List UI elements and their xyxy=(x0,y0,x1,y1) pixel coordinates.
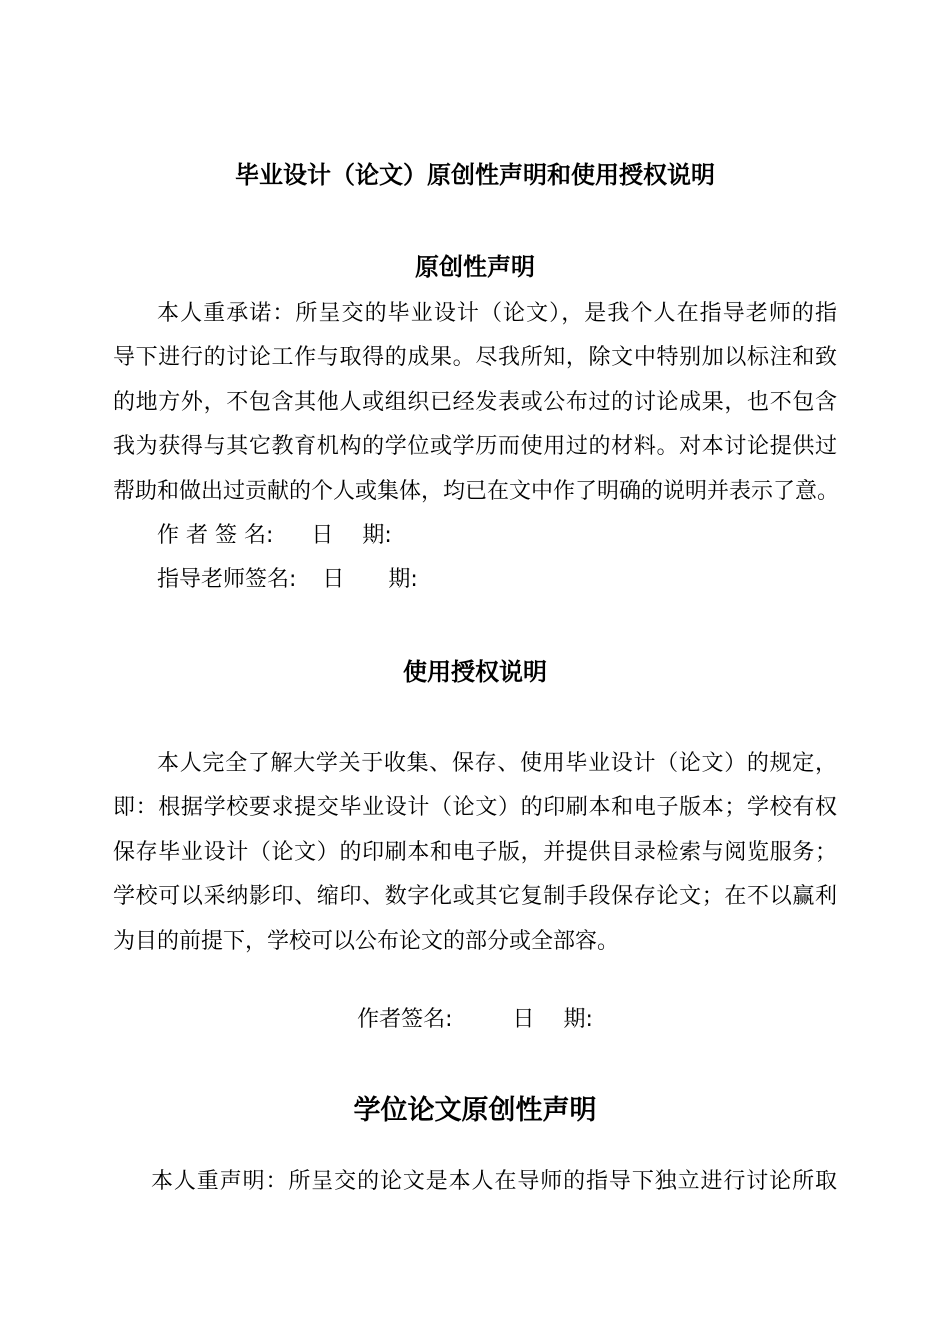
originality-paragraph-line: 我为获得与其它教育机构的学位或学历而使用过的材料。对本讨论提供过 xyxy=(113,434,837,459)
main-title: 毕业设计（论文）原创性声明和使用授权说明 xyxy=(235,161,715,189)
originality-paragraph-line: 帮助和做出过贡献的个人或集体，均已在文中作了明确的说明并表示了意。 xyxy=(113,479,840,504)
authorization-date-label: 日 期: xyxy=(512,1007,593,1032)
authorization-signature-label: 作者签名: xyxy=(357,1007,453,1032)
originality-paragraph-line: 导下进行的讨论工作与取得的成果。尽我所知，除文中特别加以标注和致 xyxy=(113,345,837,370)
authorization-heading: 使用授权说明 xyxy=(403,658,547,686)
thesis-heading: 学位论文原创性声明 xyxy=(353,1095,597,1126)
originality-paragraph-line: 的地方外，不包含其他人或组织已经发表或公布过的讨论成果，也不包含 xyxy=(113,390,837,415)
advisor-signature-row xyxy=(157,569,418,591)
author-signature-label: 作 者 签 名: xyxy=(157,523,274,548)
author-signature-row xyxy=(157,525,392,547)
originality-heading: 原创性声明 xyxy=(415,253,535,281)
authorization-paragraph-line: 保存毕业设计（论文）的印刷本和电子版，并提供目录检索与阅览服务； xyxy=(113,840,837,865)
originality-paragraph-line: 本人重承诺：所呈交的毕业设计（论文），是我个人在指导老师的指 xyxy=(157,301,837,326)
thesis-paragraph-line: 本人重声明：所呈交的论文是本人在导师的指导下独立进行讨论所取 xyxy=(151,1169,837,1194)
authorization-paragraph-line: 为目的前提下，学校可以公布论文的部分或全部容。 xyxy=(113,929,620,954)
authorization-signature-row xyxy=(0,1009,950,1031)
authorization-paragraph-line: 即：根据学校要求提交毕业设计（论文）的印刷本和电子版本；学校有权 xyxy=(113,795,837,820)
author-date-label: 日 期: xyxy=(311,523,392,548)
advisor-date-label: 日 期: xyxy=(322,567,418,592)
authorization-paragraph-line: 本人完全了解大学关于收集、保存、使用毕业设计（论文）的规定， xyxy=(157,751,837,776)
authorization-paragraph-line: 学校可以采纳影印、缩印、数字化或其它复制手段保存论文；在不以赢利 xyxy=(113,884,837,909)
advisor-signature-label: 指导老师签名: xyxy=(157,567,297,592)
